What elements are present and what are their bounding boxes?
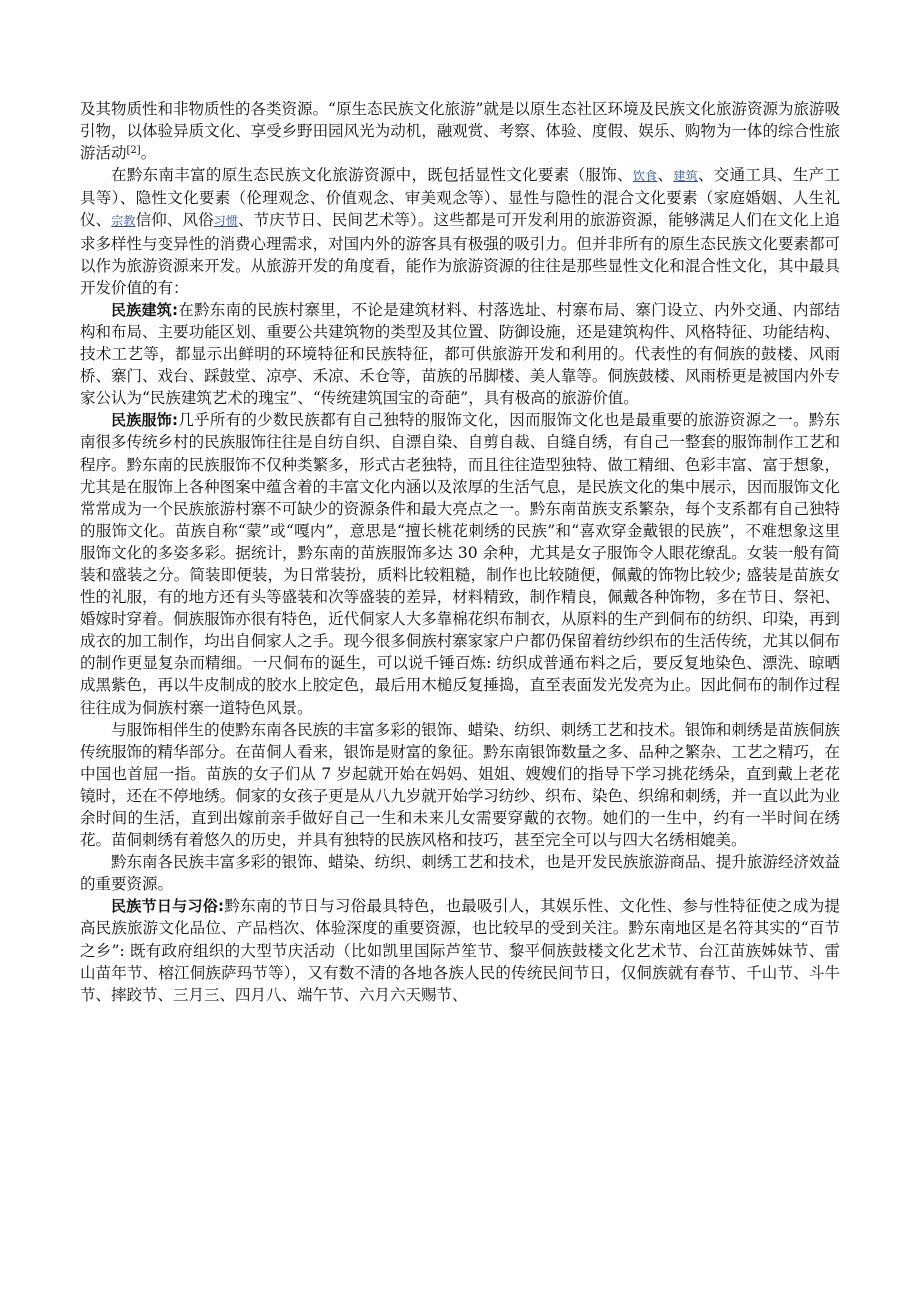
paragraph-text: 黔东南的节日与习俗最具特色，也最吸引人，其娱乐性、文化性、参与性特征使之成为提高民族旅游文化品位、产品档次、体验深度的重要资源，也比较早的受到关注。黔东南地区是名符其实的“百节之乡”: 既有政府组织的大型节庆活动（比如凯里国际芦笙节、黎平侗族鼓楼文化艺术节、台江苗族姊妹节、雷山苗年节、榕江侗族萨玛节等），又有数不清的各地各族人民的传统民间节日，仅侗族就有春节、千山节、斗牛节、摔跤节、三月三、四月八、端午节、六月六天赐节、: [80, 897, 840, 1004]
link-zongjiao[interactable]: 宗教: [111, 214, 136, 229]
paragraph-architecture: [80, 299, 840, 409]
section-term: 民族建筑:: [111, 300, 179, 319]
link-yinshi[interactable]: 饮食: [632, 169, 658, 184]
paragraph-text: 、: [657, 166, 674, 185]
paragraph-text: 黔东南各民族丰富多彩的银饰、蜡染、纺织、刺绣工艺和技术，也是开发民族旅游商品、提升旅游经济效益的重要资源。: [80, 853, 840, 894]
link-jianzhu[interactable]: 建筑: [673, 169, 698, 184]
paragraph-text: 、节庆节日、民间艺术等）。这些都是可开发利用的旅游资源，能够满足人们在文化上追求多样性与变异性的消费心理需求，对国内外的游客具有极强的吸引力。但并非所有的原生态民族文化要素都可以作为旅游资源来开发。从旅游开发的角度看，能作为旅游资源的往往是那些显性文化和混合性文化，其中最具开发价值的有：: [80, 211, 840, 297]
section-term: 民族服饰:: [111, 411, 179, 430]
paragraph-crafts: [80, 851, 840, 895]
paragraph-text: 在黔东南丰富的原生态民族文化旅游资源中，既包括显性文化要素（服饰、: [111, 166, 633, 185]
document-body: [80, 98, 840, 1006]
link-xiguan[interactable]: 习惯: [213, 214, 239, 229]
paragraph-festivals: [80, 895, 840, 1005]
paragraph-costume: [80, 409, 840, 718]
section-term: 民族节日与习俗:: [111, 897, 225, 916]
paragraph-text: 信仰、风俗: [135, 211, 214, 230]
citation-ref[interactable]: [2]: [126, 145, 141, 157]
paragraph-text: 及其物质性和非物质性的各类资源。“原生态民族文化旅游”就是以原生态社区环境及民族文化旅游资源为旅游吸引物，以体验异质文化、享受乡野田园风光为动机，融观赏、考察、体验、度假、娱乐、购物为一体的综合性旅游活动: [80, 100, 840, 163]
paragraph-text: 。: [140, 144, 157, 163]
paragraph-1: [80, 98, 840, 164]
paragraph-2: [80, 164, 840, 299]
paragraph-silver-embroidery: [80, 719, 840, 852]
paragraph-text: 在黔东南的民族村寨里，不论是建筑材料、村落选址、村寨布局、寨门设立、内外交通、内部结构和布局、主要功能区划、重要公共建筑物的类型及其位置、防御设施，还是建筑构件、风格特征、功能结构、技术工艺等，都显示出鲜明的环境特征和民族特征，都可供旅游开发和利用的。代表性的有侗族的鼓楼、风雨桥、寨门、戏台、踩鼓堂、凉亭、禾凉、禾仓等，苗族的吊脚楼、美人靠等。侗族鼓楼、风雨桥更是被国内外专家公认为“民族建筑艺术的瑰宝”、“传统建筑国宝的奇葩”，具有极高的旅游价值。: [80, 300, 840, 408]
paragraph-text: 与服饰相伴生的使黔东南各民族的丰富多彩的银饰、蜡染、纺织、刺绣工艺和技术。银饰和刺绣是苗族侗族传统服饰的精华部分。在苗侗人看来，银饰是财富的象征。黔东南银饰数量之多、品种之繁杂、工艺之精巧，在中国也首屈一指。苗族的女子们从 7 岁起就开始在妈妈、姐姐、嫂嫂们的指导下学习挑花绣朵，直到戴上老花镜时，还在不停地绣。侗家的女孩子更是从八九岁就开始学习纺纱、织布、染色、织绵和刺绣，并一直以此为业余时间的生活，直到出嫁前亲手做好自己一生和未来儿女需要穿戴的衣物。她们的一生中，约有一半时间在绣花。苗侗刺绣有着悠久的历史，并具有独特的民族风格和技巧，甚至完全可以与四大名绣相媲美。: [80, 720, 840, 850]
paragraph-text: 、交通工具、生产工具等）、隐性文化要素（伦理观念、价值观念、审美观念等）、显性与隐性的混合文化要素（家庭婚姻、人生礼仪、: [80, 166, 840, 230]
paragraph-text: 几乎所有的少数民族都有自己独特的服饰文化，因而服饰文化也是最重要的旅游资源之一。黔东南很多传统乡村的民族服饰往往是自纺自织、自漂自染、自剪自裁、自缝自绣，有自己一整套的服饰制作工艺和程序。黔东南的民族服饰不仅种类繁多，形式古老独特，而且往往造型独特、做工精细、色彩丰富、富于想象，尤其是在服饰上各种图案中蕴含着的丰富文化内涵以及浓厚的生活气息，是民族文化的集中展示，因而服饰文化常常成为一个民族旅游村寨不可缺少的资源条件和最大亮点之一。黔东南苗族支系繁杂，每个支系都有自己独特的服饰文化。苗族自称“蒙”或“嘎内”，意思是“擅长桃花刺绣的民族”和“喜欢穿金戴银的民族”，不难想象这里服饰文化的多姿多彩。据统计，黔东南的苗族服饰多达 30 余种，尤其是女子服饰令人眼花缭乱。女装一般有简装和盛装之分。简装即便装，为日常装扮，质料比较粗糙，制作也比较随便，佩戴的饰物比较少; 盛装是苗族女性的礼服，有的地方还有头等盛装和次等盛装的差异，材料精致，制作精良，佩戴各种饰物，多在节日、祭祀、婚嫁时穿着。侗族服饰亦很有特色，近代侗家人大多靠棉花织布制衣，从原料的生产到侗布的纺织、印染，再到成衣的加工制作，均出自侗家人之手。现今很多侗族村寨家家户户都仍保留着纺纱织布的生活传统，尤其以侗布的制作更显复杂而精细。一尺侗布的诞生，可以说千锤百炼: 纺织成普通布料之后，要反复地染色、漂洗、晾晒成黑紫色，再以牛皮制成的胶水上胶定色，最后用木槌反复捶捣，直至表面发光发亮为止。因此侗布的制作过程往往成为侗族村寨一道特色风景。: [80, 411, 840, 717]
